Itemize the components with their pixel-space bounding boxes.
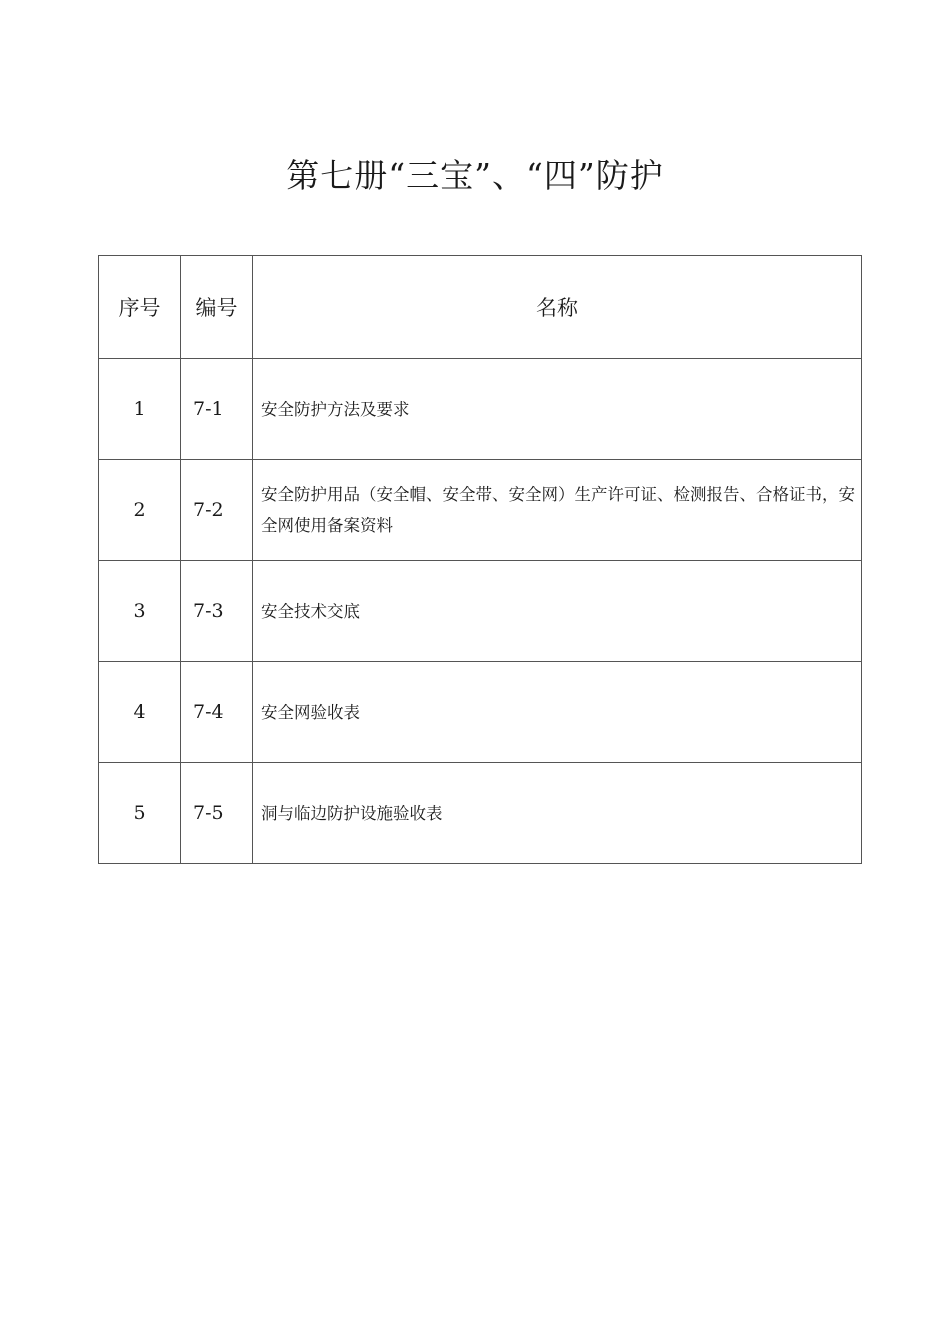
row-code: 7-3 [181, 561, 253, 662]
row-name: 安全防护用品（安全帽、安全带、安全网）生产许可证、检测报告、合格证书，安全网使用备案资料 [253, 460, 862, 561]
row-seq: 3 [99, 561, 181, 662]
table-row [99, 763, 862, 864]
table-row [99, 561, 862, 662]
header-name: 名称 [253, 256, 862, 359]
row-seq: 2 [99, 460, 181, 561]
table-row [99, 359, 862, 460]
row-seq: 1 [99, 359, 181, 460]
row-code: 7-2 [181, 460, 253, 561]
contents-table [98, 255, 862, 864]
row-code: 7-5 [181, 763, 253, 864]
header-seq: 序号 [99, 256, 181, 359]
table-row [99, 662, 862, 763]
row-seq: 4 [99, 662, 181, 763]
row-code: 7-4 [181, 662, 253, 763]
row-seq: 5 [99, 763, 181, 864]
table-row [99, 460, 862, 561]
page-title: 第七册“三宝”、“四”防护 [286, 156, 664, 195]
table-header-row [99, 256, 862, 359]
header-code: 编号 [181, 256, 253, 359]
row-name: 安全技术交底 [253, 561, 862, 662]
row-name: 安全网验收表 [253, 662, 862, 763]
row-name: 洞与临边防护设施验收表 [253, 763, 862, 864]
row-name: 安全防护方法及要求 [253, 359, 862, 460]
row-code: 7-1 [181, 359, 253, 460]
